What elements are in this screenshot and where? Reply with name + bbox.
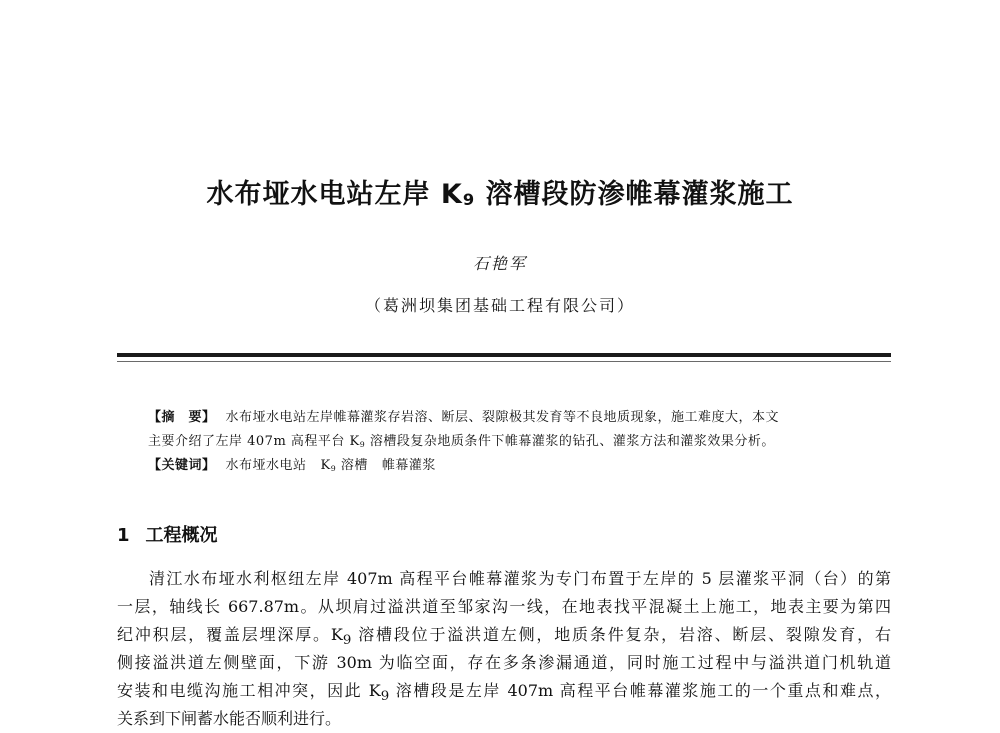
paragraph-text: 溶槽段位于溢洪道左侧，地质条件复杂，岩溶、断层、裂隙发育，右: [351, 625, 891, 644]
title-subscript: 9: [462, 190, 476, 209]
title-text: 水布垭水电站左岸 K: [206, 179, 463, 210]
header-divider-thick: [117, 353, 891, 357]
abstract-line: [148, 430, 863, 454]
section-number: 1: [117, 525, 130, 546]
abstract-block: [148, 406, 863, 478]
abstract-text: 主要介绍了左岸 407m 高程平台 K: [148, 434, 360, 449]
keyword: 水布垭水电站: [225, 458, 307, 473]
paragraph-line: 侧接溢洪道左侧壁面，下游 30m 为临空面，存在多条渗漏通道，同时施工过程中与溢洪道门机轨道: [117, 653, 891, 672]
section-title: 工程概况: [145, 525, 218, 546]
author-affiliation: （葛洲坝集团基础工程有限公司）: [364, 296, 635, 315]
abstract-line: [148, 406, 863, 430]
paragraph-line: [117, 621, 891, 649]
abstract-subscript: 9: [359, 440, 366, 449]
title-text-rest: 溶槽段防渗帷幕灌浆施工: [475, 179, 794, 210]
abstract-text: 溶槽段复杂地质条件下帷幕灌浆的钻孔、灌浆方法和灌浆效果分析。: [365, 434, 775, 449]
keywords-line: [148, 454, 863, 478]
section-heading: [117, 521, 218, 547]
abstract-label: 【摘 要】: [148, 410, 216, 425]
author-name: 石艳军: [472, 254, 527, 273]
paragraph-line: 一层，轴线长 667.87m。从坝肩过溢洪道至邹家沟一线，在地表找平混凝土上施工，地表主要为第四: [117, 597, 891, 616]
paragraph-text: 安装和电缆沟施工相冲突，因此 K: [117, 681, 381, 700]
keyword-text: K: [320, 458, 331, 473]
paragraph-line: 关系到下闸蓄水能否顺利进行。: [117, 709, 342, 728]
paper-title: [0, 172, 1000, 211]
keyword-subscript: 9: [330, 464, 337, 473]
body-paragraph: [117, 565, 891, 733]
keywords-label: 【关键词】: [148, 458, 216, 473]
keyword: [321, 458, 368, 473]
paragraph-subscript: 9: [342, 633, 352, 649]
paragraph-text: 纪冲积层，覆盖层埋深厚。K: [117, 625, 343, 644]
paragraph-line: 清江水布垭水利枢纽左岸 407m 高程平台帷幕灌浆为专门布置于左岸的 5 层灌浆平洞（台）的第: [149, 569, 891, 588]
header-divider-thin: [117, 361, 891, 362]
paragraph-line: [117, 677, 891, 705]
paragraph-text: 溶槽段是左岸 407m 高程平台帷幕灌浆施工的一个重点和难点，: [389, 681, 891, 700]
keyword-text: 溶槽: [336, 458, 368, 473]
abstract-text: 水布垭水电站左岸帷幕灌浆存岩溶、断层、裂隙极其发育等不良地质现象，施工难度大，本文: [225, 410, 780, 425]
keyword: 帷幕灌浆: [381, 458, 436, 473]
paragraph-subscript: 9: [380, 689, 390, 705]
